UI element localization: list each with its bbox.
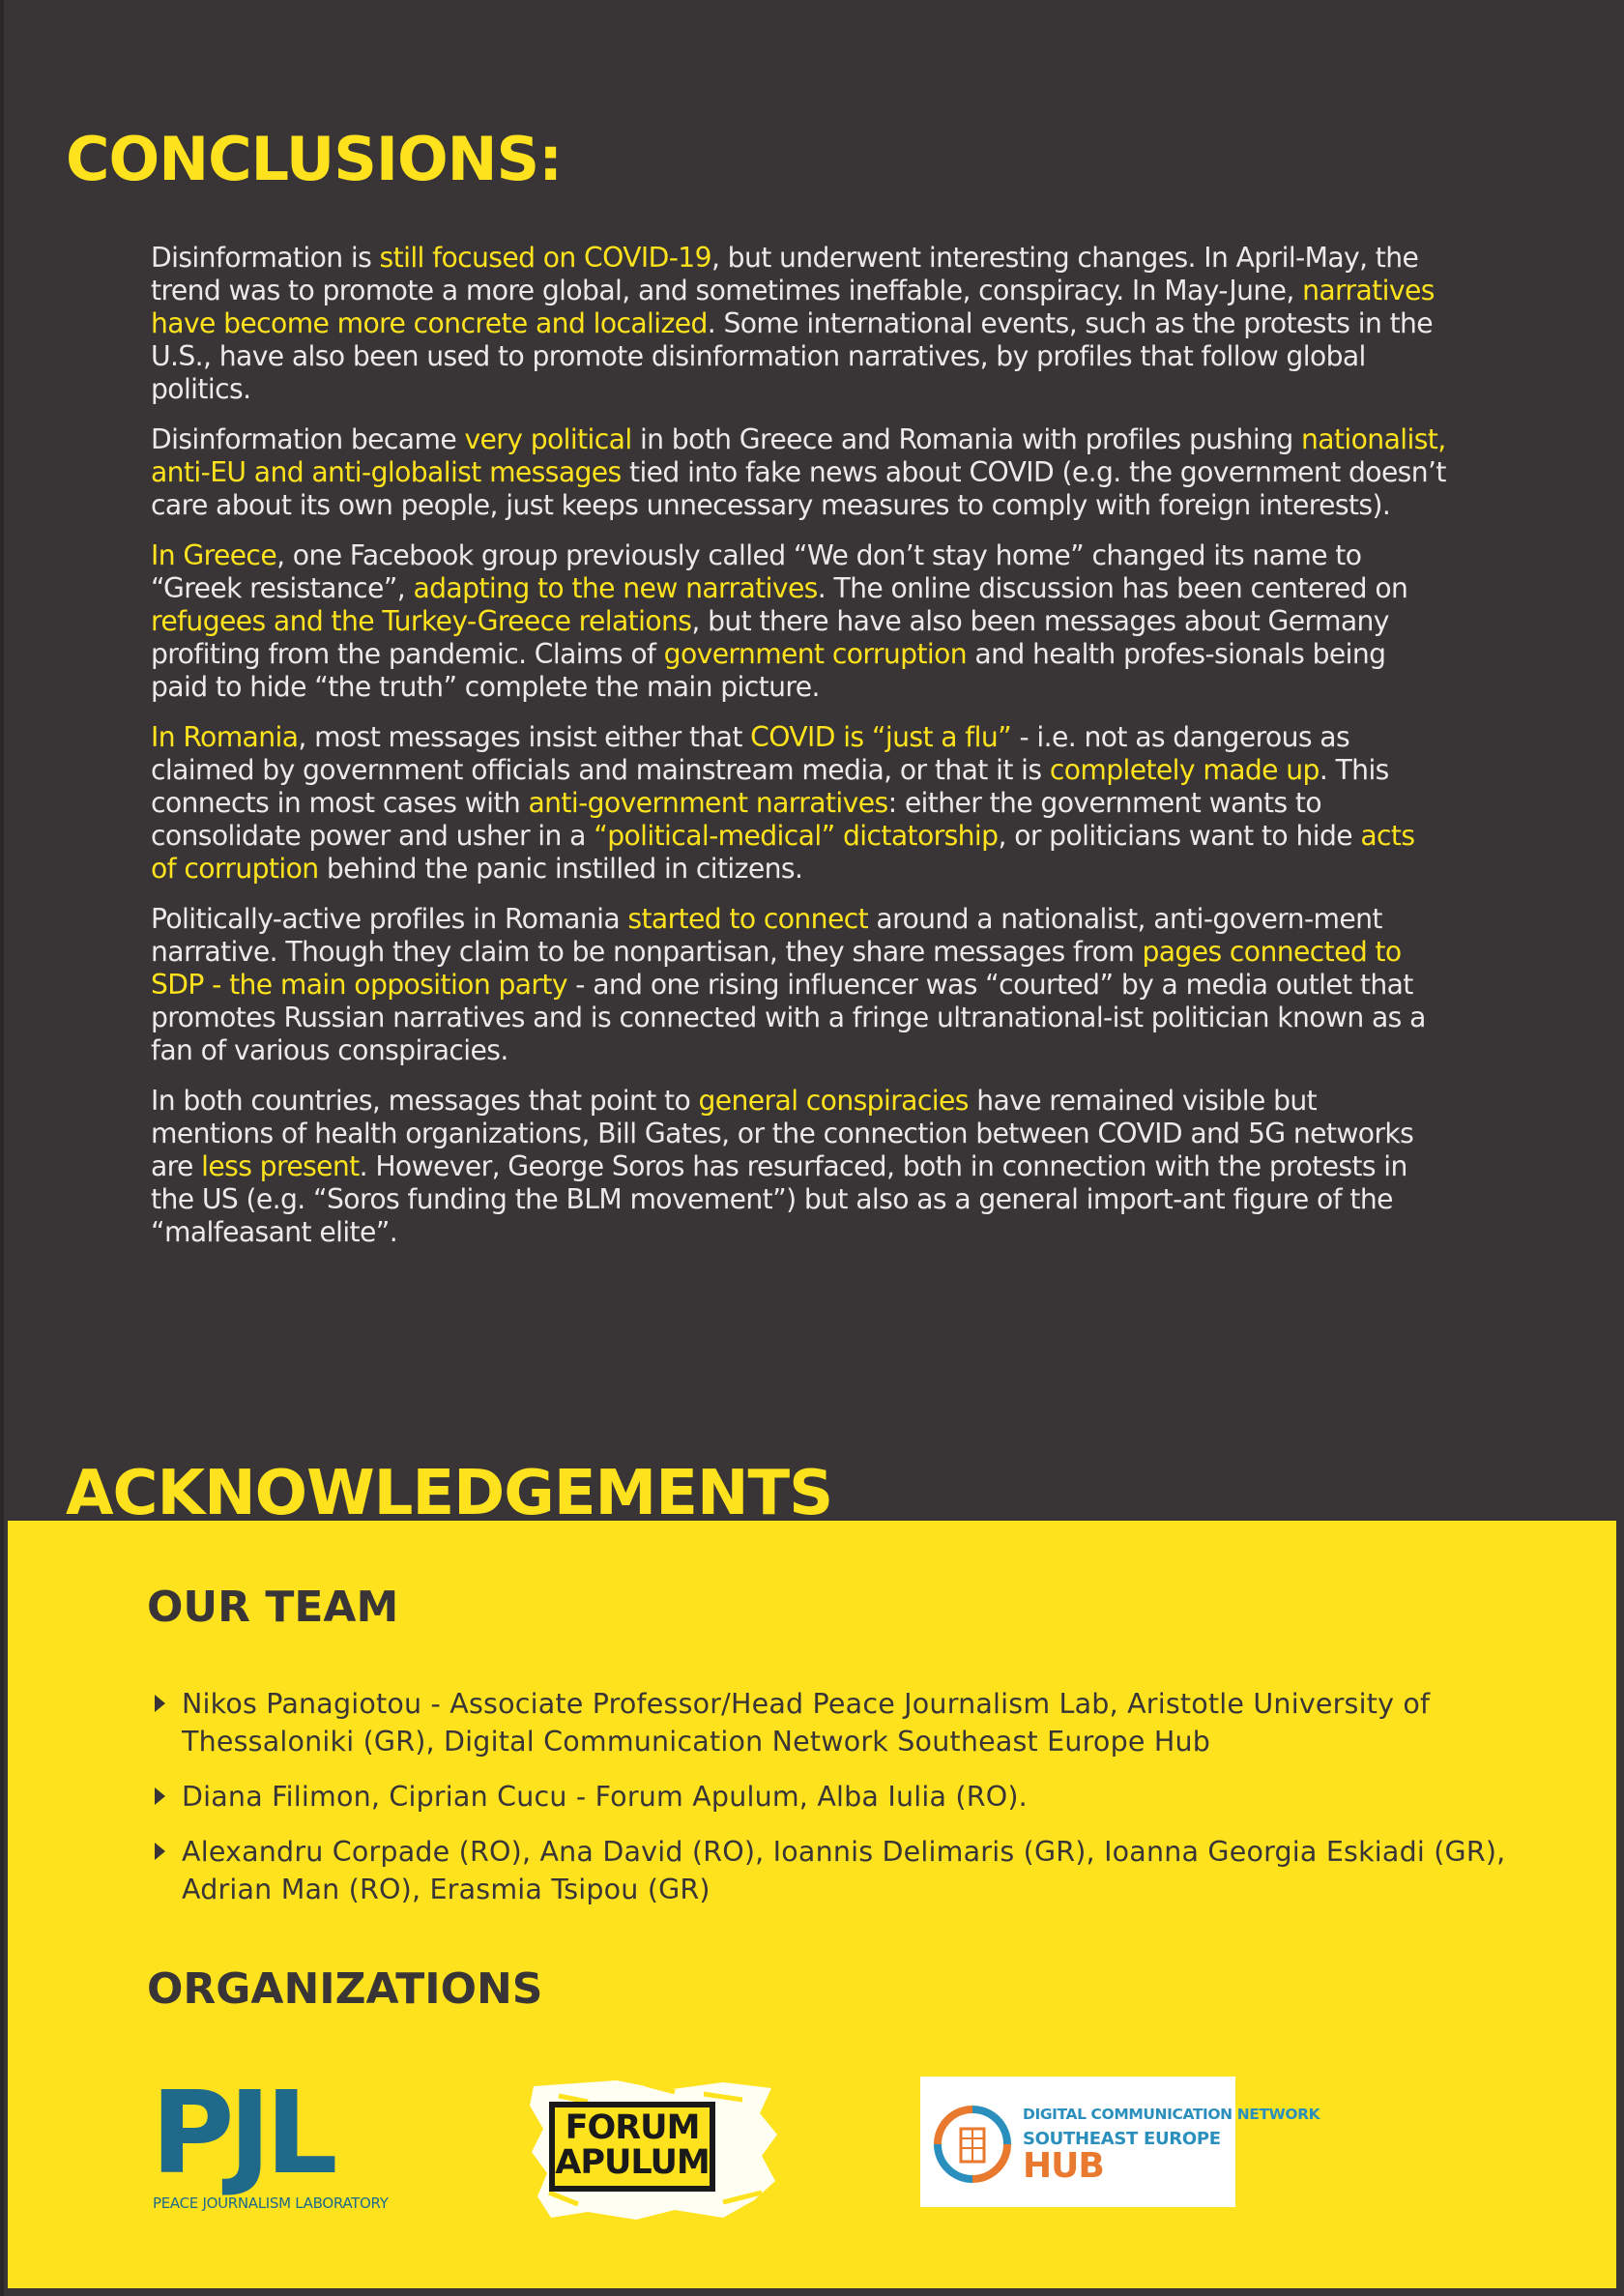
highlighted-text: started to connect [627, 903, 869, 935]
conclusion-paragraph [151, 242, 1446, 406]
forum-apulum-wordmark [549, 2102, 715, 2192]
highlighted-text: very political [464, 423, 632, 455]
body-text: , but there have also been messages about Germany profiting from the pandemic. Claims of [151, 605, 1389, 670]
highlighted-text: In Greece [151, 539, 277, 571]
acknowledgements-panel [8, 1521, 1616, 2288]
highlighted-text: completely made up [1049, 754, 1320, 786]
highlighted-text: refugees and the Turkey-Greece relations [151, 605, 692, 637]
body-text: have remained visible but mentions of health organizations, Bill Gates, or the connection between COVID and 5G networks are [151, 1085, 1414, 1182]
highlighted-text: “political-medical” dictatorship [594, 820, 999, 852]
organizations-heading: ORGANIZATIONS [147, 1964, 543, 2014]
body-text: . The online discussion has been centered on [817, 572, 1408, 604]
body-text: , but underwent interesting changes. In April-May, the trend was to promote a more global, and sometimes ineffable, conspiracy. In May-June, [151, 242, 1419, 306]
dcn-line-3: HUB [1023, 2146, 1104, 2186]
conclusion-paragraph [151, 539, 1446, 704]
highlighted-text: pages connected to SDP - the main opposition party [151, 936, 1402, 1001]
acknowledgements-heading: ACKNOWLEDGEMENTS [66, 1458, 833, 1521]
highlighted-text: narratives have become more concrete and localized [151, 275, 1435, 339]
body-text: Politically-active profiles in Romania [151, 903, 628, 935]
body-text: . Some international events, such as the protests in the U.S., have also been used to promote disinformation narratives, by profiles that follow global politics. [151, 307, 1434, 405]
body-text: , most messages insist either that [298, 721, 751, 753]
team-member-text: Alexandru Corpade (RO), Ana David (RO), Ioannis Delimaris (GR), Ioanna Georgia Eskiadi (GR), Adrian Man (RO), Erasmia Tsipou (GR) [182, 1836, 1506, 1905]
conclusion-paragraph [151, 1085, 1446, 1249]
highlighted-text: still focused on COVID-19 [379, 242, 711, 274]
body-text: tied into fake news about COVID (e.g. the government doesn’t care about its own people, just keeps unnecessary measures to comply with foreign interests). [151, 456, 1446, 521]
team-list-item [151, 1778, 1562, 1816]
conclusion-paragraph [151, 423, 1446, 522]
body-text: - and one rising influencer was “courted” by a media outlet that promotes Russian narratives and is connected with a fringe ultranational-ist politician known as a fan of various conspiracies. [151, 969, 1426, 1066]
body-text: . This connects in most cases with [151, 754, 1389, 819]
body-text: around a nationalist, anti-govern-ment narrative. Though they claim to be nonpartisan, they share messages from [151, 903, 1382, 968]
dcn-hub-logo [920, 2077, 1320, 2207]
body-text: Disinformation became [151, 423, 465, 455]
highlighted-text: anti-government narratives [528, 787, 888, 819]
dcn-line-1: DIGITAL COMMUNICATION NETWORK [1023, 2106, 1320, 2123]
team-member-text: Diana Filimon, Ciprian Cucu - Forum Apulum, Alba Iulia (RO). [182, 1781, 1028, 1813]
team-list [151, 1685, 1562, 1926]
body-text: : either the government wants to consolidate power and usher in a [151, 787, 1322, 852]
team-list-item [151, 1833, 1562, 1908]
bullet-icon [155, 1843, 165, 1860]
conclusions-body [151, 242, 1446, 1266]
forum-line: FORUM [565, 2108, 700, 2147]
bullet-icon [155, 1787, 165, 1805]
apulum-line: APULUM [555, 2143, 710, 2182]
highlighted-text: adapting to the new narratives [413, 572, 818, 604]
page-edge [0, 0, 4, 2296]
hub-ring-icon [934, 2106, 1011, 2183]
body-text: behind the panic instilled in citizens. [318, 853, 803, 885]
body-text: , or politicians want to hide [998, 820, 1361, 852]
conclusion-paragraph [151, 903, 1446, 1067]
conclusions-heading: CONCLUSIONS: [66, 124, 563, 194]
forum-apulum-logo [530, 2077, 783, 2222]
bullet-icon [155, 1695, 165, 1712]
highlighted-text: In Romania [151, 721, 299, 753]
body-text: and health profes-sionals being paid to hide “the truth” complete the main picture. [151, 638, 1386, 703]
pjl-logo-letters: PJL [151, 2066, 333, 2199]
team-list-item [151, 1685, 1562, 1760]
our-team-heading: OUR TEAM [147, 1583, 399, 1632]
body-text: Disinformation is [151, 242, 380, 274]
highlighted-text: less present [201, 1150, 360, 1182]
pjl-logo [151, 2066, 389, 2222]
conclusion-paragraph [151, 721, 1446, 886]
highlighted-text: nationalist, anti-EU and anti-globalist messages [151, 423, 1446, 488]
body-text: in both Greece and Romania with profiles pushing [631, 423, 1302, 455]
highlighted-text: general conspiracies [698, 1085, 969, 1117]
highlighted-text: acts of corruption [151, 820, 1415, 885]
body-text: , one Facebook group previously called “We don’t stay home” changed its name to “Greek resistance”, [151, 539, 1362, 604]
highlighted-text: COVID is “just a flu” [750, 721, 1012, 753]
body-text: - i.e. not as dangerous as claimed by government officials and mainstream media, or that it is [151, 721, 1350, 786]
dcn-line-2: SOUTHEAST EUROPE [1023, 2129, 1221, 2149]
highlighted-text: government corruption [663, 638, 968, 670]
team-member-text: Nikos Panagiotou - Associate Professor/Head Peace Journalism Lab, Aristotle University of Thessaloniki (GR), Digital Communication Network Southeast Europe Hub [182, 1688, 1431, 1758]
pjl-logo-subtitle: PEACE JOURNALISM LABORATORY [153, 2194, 389, 2212]
body-text: . However, George Soros has resurfaced, both in connection with the protests in the US (e.g. “Soros funding the BLM movement”) but also as a general import-ant figure of the “malfeasant elite”. [151, 1150, 1407, 1248]
body-text: In both countries, messages that point to [151, 1085, 699, 1117]
